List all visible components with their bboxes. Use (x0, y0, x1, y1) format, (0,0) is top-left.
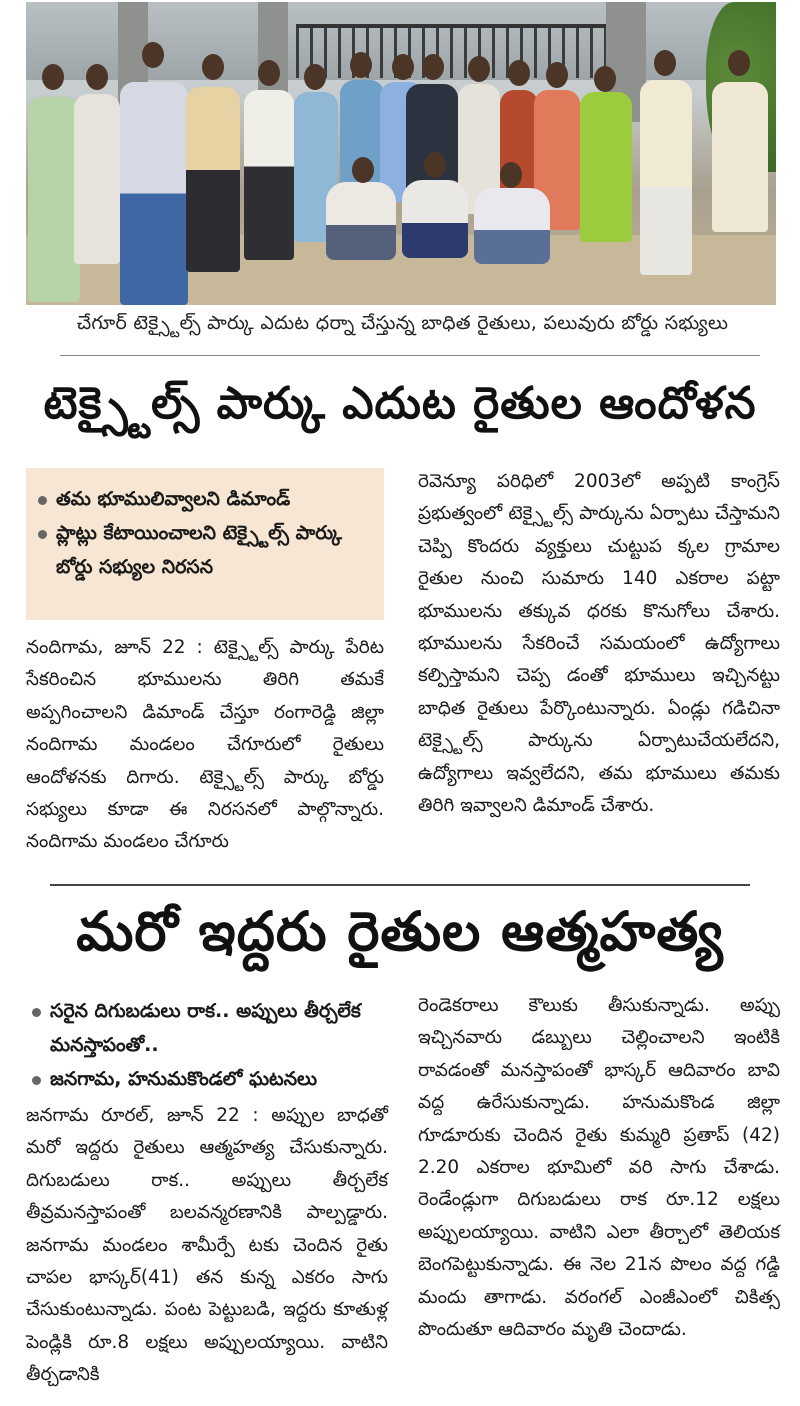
protest-photo (26, 2, 776, 305)
photo-person-head (350, 52, 372, 78)
photo-person-head (86, 64, 108, 90)
story1-body-right (418, 466, 780, 822)
photo-person-head (654, 50, 676, 76)
photo-person-head (468, 56, 490, 82)
story2-body-left (26, 1100, 388, 1392)
photo-person-head (42, 64, 64, 90)
photo-person-head (258, 60, 280, 86)
photo-person (186, 87, 240, 272)
photo-person-head (392, 54, 414, 80)
story2-headline: మరో ఇద్దరు రైతుల ఆత్మహత్య (76, 900, 724, 963)
story2-body-right (418, 990, 780, 1346)
photo-caption: చేగూర్ టెక్స్టైల్స్ పార్కు ఎదుట ధర్నా చేస్తున్న బాధిత రైతులు, పలువురు బోర్డు సభ్యులు (76, 312, 729, 334)
bullet-dot-icon (38, 496, 47, 505)
photo-person-head (594, 66, 616, 92)
story2-bullet-list (20, 994, 400, 1096)
story1-bullet-text: తమ భూములివ్వాలని డిమాండ్ (56, 488, 291, 510)
story2-bullet (20, 1062, 400, 1096)
photo-seated-person (474, 188, 550, 264)
photo-seated-person (402, 180, 468, 258)
photo-person-head (508, 60, 530, 86)
photo-person (120, 82, 188, 305)
photo-person (580, 92, 632, 242)
photo-person-head (142, 42, 164, 68)
photo-person-head (422, 54, 444, 80)
story2-bullet-text: సరైన దిగుబడులు రాక.. అప్పులు తీర్చలేక మనస్తాపంతో.. (50, 1000, 361, 1056)
photo-person (28, 97, 80, 302)
story1-bullet-list (26, 468, 384, 584)
photo-person-head (546, 62, 568, 88)
photo-person (712, 82, 768, 232)
photo-person (640, 80, 692, 275)
photo-person-head (202, 54, 224, 80)
story1-paragraph-right: రెవెన్యూ పరిధిలో 2003లో అప్పటి కాంగ్రెస్ ప్రభుత్వంలో టెక్స్టైల్స్ పార్కును ఏర్పాటు చేస్తామని చెప్పి కొందరు వ్యక్తులు చుట్టుప క్కల గ్రామాల రైతుల నుంచి సుమారు 140 ఎకరాల పట్టా భూములను తక్కువ ధరకు కొనుగోలు చేశారు. భూములను సేకరించే సమయంలో ఉద్యోగాలు కల్పిస్తామని చెప్ప డంతో భూములు ఇచ్చినట్టు బాధిత రైతులు పేర్కొంటున్నారు. ఏండ్లు గడిచినా టెక్స్టైల్స్ పార్కును ఏర్పాటుచేయలేదని, ఉద్యోగాలు ఇవ్వలేదని, తమ భూములు తమకు తిరిగి ఇవ్వాలని డిమాండ్ చేశారు. (418, 471, 780, 817)
photo-person (244, 90, 294, 260)
story1-highlight-box (26, 468, 384, 620)
photo-person-head (500, 162, 522, 188)
caption-divider (60, 355, 760, 356)
story2-bullet-text: జనగామ, హనుమకొండలో ఘటనలు (50, 1068, 318, 1090)
photo-person (74, 94, 120, 264)
photo-person-head (424, 152, 446, 178)
story1-bullet (26, 516, 374, 584)
story1-headline: టెక్స్టైల్స్ పార్కు ఎదుట రైతుల ఆందోళన (43, 378, 757, 429)
story1-bullet-text: ప్లాట్లు కేటాయించాలని టెక్స్టైల్స్ పార్కు బోర్డు సభ్యుల నిరసన (56, 522, 342, 578)
photo-seated-person (326, 182, 396, 260)
story1-bullet (26, 482, 374, 516)
story1-paragraph-left: నందిగామ, జూన్ 22 : టెక్స్టైల్స్ పార్కు పేరిట సేకరించిన భూములను తిరిగి తమకే అప్పగించాలని డిమాండ్ చేస్తూ రంగారెడ్డి జిల్లా నందిగామ మండలం చేగూరులో రైతులు ఆందోళనకు దిగారు. టెక్స్టైల్స్ పార్కు బోర్డు సభ్యులు కూడా ఈ నిరసనలో పాల్గొన్నారు. నందిగామ మండలం చేగూరు (26, 637, 384, 853)
bullet-dot-icon (32, 1076, 41, 1085)
bullet-dot-icon (32, 1008, 41, 1017)
photo-person-head (728, 50, 750, 76)
story2-paragraph-left: జనగామ రూరల్, జూన్ 22 : అప్పుల బాధతో మరో ఇద్దరు రైతులు ఆత్మహత్య చేసుకున్నారు. దిగుబడులు రాక.. అప్పులు తీర్చలేక తీవ్రమనస్తాపంతో బలవన్మరణానికి పాల్పడ్డారు. జనగామ మండలం శామీర్పే టకు చెందిన రైతు చాపల భాస్కర్(41) తన కున్న ఎకరం సాగు చేసుకుంటున్నాడు. పంట పెట్టుబడి, ఇద్దరు కూతుళ్ల పెండ్లికి రూ.8 లక్షలు అప్పులయ్యాయి. వాటిని తీర్చడానికి (26, 1105, 388, 1386)
story1-body-left (26, 632, 384, 859)
photo-person-head (304, 64, 326, 90)
story2-paragraph-right: రెండెకరాలు కౌలుకు తీసుకున్నాడు. అప్పు ఇచ్చినవారు డబ్బులు చెల్లించాలని ఇంటికి రావడంతో మనస్తాపంతో భాస్కర్ ఆదివారం బావి వద్ద ఉరేసుకున్నాడు. హనుమకొండ జిల్లా గూడూరుకు చెందిన రైతు కుమ్మరి ప్రతాప్ (42) 2.20 ఎకరాల భూమిలో వరి సాగు చేశాడు. రెండేండ్లుగా దిగుబడులు రాక రూ.12 లక్షలు అప్పులయ్యాయి. వాటిని ఎలా తీర్చాలో తెలియక బెంగపెట్టుకున్నాడు. ఈ నెల 21న పొలం వద్ద గడ్డి మందు తాగాడు. వరంగల్ ఎంజీఎంలో చికిత్స పొందుతూ ఆదివారం మృతి చెందాడు. (418, 995, 780, 1341)
story-divider (50, 884, 750, 886)
story2-bullet (20, 994, 400, 1062)
bullet-dot-icon (38, 530, 47, 539)
photo-person-head (352, 157, 374, 183)
